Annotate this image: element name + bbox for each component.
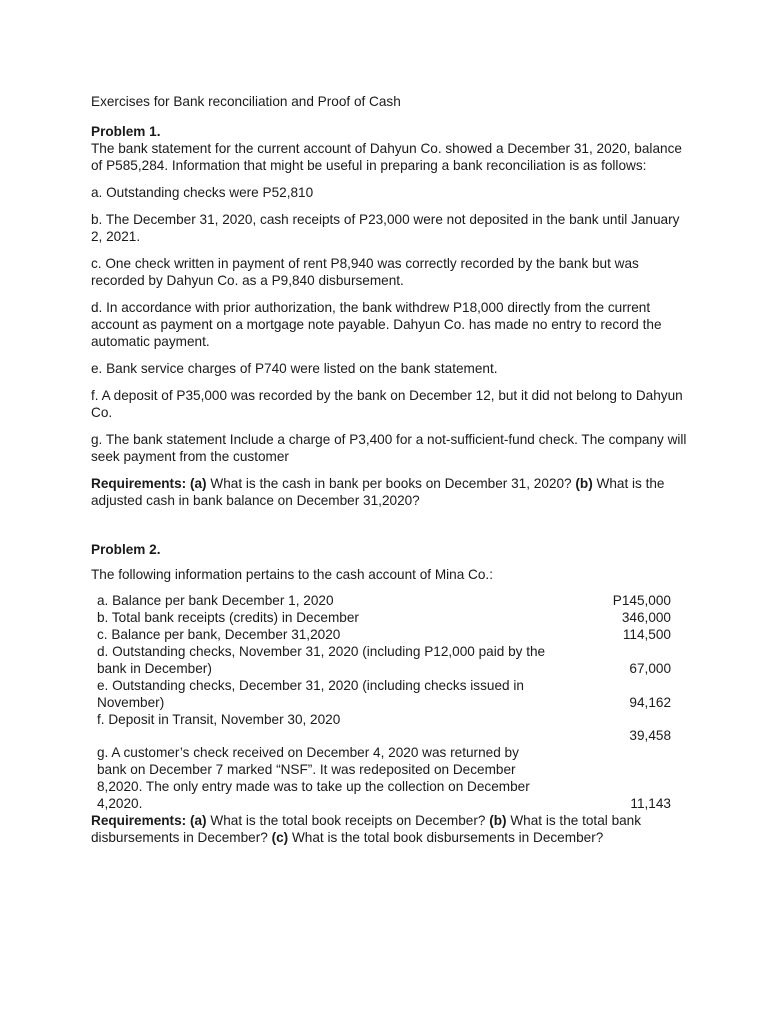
row-amount: 94,162 [629,695,671,710]
row-amount: 114,500 [622,627,671,642]
row-description: f. Deposit in Transit, November 30, 2020 [97,712,341,727]
problem-1-heading: Problem 1. [91,124,161,139]
requirement-b-label: (b) [575,476,593,491]
requirements-label: Requirements: [91,476,187,491]
data-row-e [97,677,671,711]
document-content [91,93,691,856]
row-amount: 67,000 [629,661,671,676]
requirement-c-text: What is the total book disbursements in December? [288,830,604,845]
problem-2-requirements [91,812,691,846]
data-row-a [97,592,671,609]
row-amount: P145,000 [612,593,671,608]
row-description: b. Total bank receipts (credits) in December [97,610,359,625]
requirement-b-text: What is the adjusted cash in bank balance on December 31,2020? [91,476,665,508]
requirement-a-label: (a) [189,813,207,828]
problem-1-item-g: g. The bank statement Include a charge of P3,400 for a not-sufficient-fund check. The company will seek payment from the customer [91,432,687,464]
row-description: c. Balance per bank, December 31,2020 [97,627,341,642]
row-description: g. A customer’s check received on December 4, 2020 was returned by bank on December 7 marked “NSF”. It was redeposited on December 8,2020. The only entry made was to take up the collection on December 4,2020. [97,745,530,811]
problem-1-item-e: e. Bank service charges of P740 were listed on the bank statement. [91,361,498,376]
requirement-a-label: (a) [189,476,207,491]
problem-1-item-d: d. In accordance with prior authorization, the bank withdrew P18,000 directly from the current account as payment on a mortgage note payable. Dahyun Co. has made no entry to record the automatic payment. [91,300,662,349]
problem-1-item-f: f. A deposit of P35,000 was recorded by the bank on December 12, but it did not belong to Dahyun Co. [91,388,683,420]
data-row-c [97,626,671,643]
problem-2-data-list [97,592,671,812]
data-row-b [97,609,671,626]
problem-2 [91,541,691,846]
requirement-a-text: What is the cash in bank per books on December 31, 2020? [206,476,576,491]
requirement-a-text: What is the total book receipts on December? [206,813,490,828]
document-title: Exercises for Bank reconciliation and Proof of Cash [91,94,401,109]
row-amount: 11,143 [630,796,671,811]
row-description: d. Outstanding checks, November 31, 2020 (including P12,000 paid by the bank in December) [97,644,546,676]
problem-1-item-c: c. One check written in payment of rent P8,940 was correctly recorded by the bank but was recorded by Dahyun Co. as a P9,840 disbursement. [91,256,639,288]
problem-1-item-b: b. The December 31, 2020, cash receipts of P23,000 were not deposited in the bank until January 2, 2021. [91,212,680,244]
problem-2-heading: Problem 2. [91,542,161,557]
data-row-g [97,744,671,812]
problem-2-intro: The following information pertains to the cash account of Mina Co.: [91,567,493,582]
row-description: e. Outstanding checks, December 31, 2020 (including checks issued in November) [97,678,524,710]
requirement-c-label: (c) [271,830,289,845]
requirements-label: Requirements: [91,813,187,828]
problem-1 [91,123,691,509]
problem-1-requirements [91,475,691,509]
requirement-b-text: What is the total bank disbursements in December? [91,813,642,845]
row-description: a. Balance per bank December 1, 2020 [97,593,334,608]
problem-1-intro: The bank statement for the current account of Dahyun Co. showed a December 31, 2020, balance of P585,284. Information that might be useful in preparing a bank reconciliation is as follows: [91,141,682,173]
requirement-b-label: (b) [489,813,507,828]
row-amount: 346,000 [621,610,671,625]
data-row-f [97,711,671,743]
problem-1-item-a: a. Outstanding checks were P52,810 [91,185,314,200]
data-row-d [97,643,671,677]
row-amount: 39,458 [629,728,671,743]
